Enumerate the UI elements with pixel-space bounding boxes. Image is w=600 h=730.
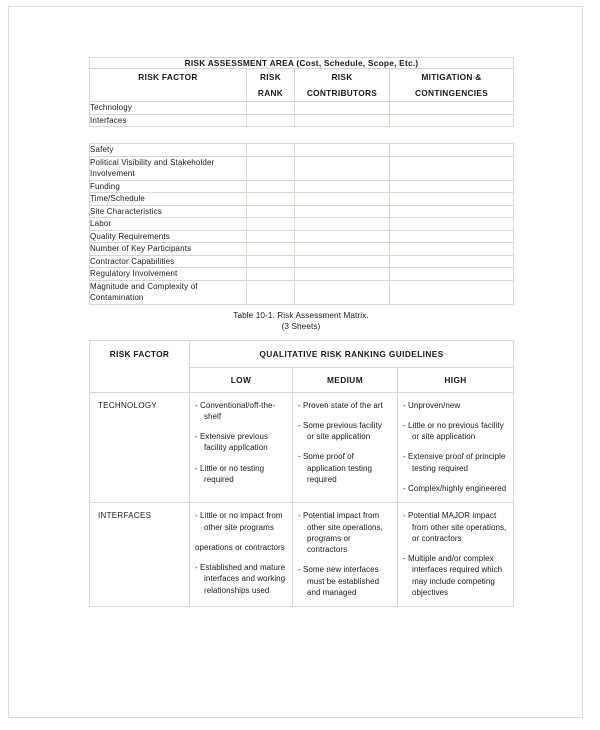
- bullet-item: - Little or no impact from other site programs: [195, 511, 283, 532]
- row-label-site-characteristics: Site Characteristics: [90, 205, 247, 218]
- column-header-line1: MITIGATION &: [421, 72, 482, 82]
- ranking-header-row: [90, 340, 514, 367]
- cell-mitigation[interactable]: [390, 243, 514, 256]
- cell-mitigation[interactable]: [390, 205, 514, 218]
- table-row: [90, 280, 514, 304]
- column-header-risk-contributors: [295, 69, 390, 102]
- cell-mitigation[interactable]: [390, 193, 514, 206]
- column-header-mitigation: [390, 69, 514, 102]
- cell-mitigation[interactable]: [390, 268, 514, 281]
- cell-risk-contributors[interactable]: [295, 205, 390, 218]
- cell-risk-rank[interactable]: [247, 268, 295, 281]
- bullet-item: - Potential MAJOR impact from other site operations, or contractors: [403, 511, 507, 543]
- risk-assessment-table-group1: [89, 57, 514, 127]
- table-caption: [89, 305, 513, 340]
- bullet-item: - Little or no testing required: [195, 463, 265, 484]
- column-header-line1: RISK: [331, 72, 353, 82]
- row-label-political-visibility: Political Visibility and Stakeholder Involvement: [90, 156, 247, 180]
- cell-risk-rank[interactable]: [247, 144, 295, 157]
- risk-assessment-table-group2: [89, 143, 514, 305]
- level-header-low: LOW: [190, 367, 293, 392]
- bullet-item: - Extensive proof of principle testing required: [403, 452, 506, 473]
- header-qualitative-guidelines: QUALITATIVE RISK RANKING GUIDELINES: [190, 340, 514, 367]
- cell-interfaces-medium: [293, 503, 398, 607]
- cell-risk-contributors[interactable]: [295, 230, 390, 243]
- cell-risk-contributors[interactable]: [295, 255, 390, 268]
- caption-line-1: Table 10-1. Risk Assessment Matrix.: [233, 310, 369, 320]
- cell-technology-low: [190, 392, 293, 503]
- cell-mitigation[interactable]: [390, 114, 514, 127]
- cell-risk-contributors[interactable]: [295, 114, 390, 127]
- cell-interfaces-low: [190, 503, 293, 607]
- column-header-risk-rank: [247, 69, 295, 102]
- table-row: [90, 156, 514, 180]
- table-row: [90, 102, 514, 115]
- table-banner-row: [90, 58, 514, 69]
- cell-interfaces-high: [398, 503, 514, 607]
- bullet-item: - Potential impact from other site operations, programs or contractors: [298, 511, 383, 555]
- row-label-funding: Funding: [90, 180, 247, 193]
- level-header-medium: MEDIUM: [293, 367, 398, 392]
- row-label-labor: Labor: [90, 218, 247, 231]
- header-risk-factor: RISK FACTOR: [90, 340, 190, 392]
- bullet-item: - Little or no previous facility or site application: [403, 420, 504, 442]
- cell-risk-rank[interactable]: [247, 280, 295, 304]
- cell-mitigation[interactable]: [390, 180, 514, 193]
- table-row: [90, 180, 514, 193]
- table-row: [90, 205, 514, 218]
- cell-risk-contributors[interactable]: [295, 268, 390, 281]
- caption-line-2: (3 Sheets): [281, 322, 321, 331]
- column-header-line2: CONTRIBUTORS: [306, 88, 378, 98]
- bullet-item: - Extensive previous facility application: [195, 432, 269, 453]
- table-row: [90, 193, 514, 206]
- table-row: [90, 503, 514, 607]
- bullet-item: - Complex/highly engineered: [403, 483, 507, 493]
- document-page: [8, 6, 583, 718]
- row-label-interfaces: Interfaces: [90, 114, 247, 127]
- cell-risk-contributors[interactable]: [295, 280, 390, 304]
- cell-risk-rank[interactable]: [247, 156, 295, 180]
- cell-risk-rank[interactable]: [247, 243, 295, 256]
- cell-risk-contributors[interactable]: [295, 156, 390, 180]
- level-header-high: HIGH: [398, 367, 514, 392]
- cell-risk-rank[interactable]: [247, 114, 295, 127]
- cell-risk-contributors[interactable]: [295, 193, 390, 206]
- cell-risk-rank[interactable]: [247, 218, 295, 231]
- column-header-line2: RANK: [257, 88, 284, 98]
- cell-risk-rank[interactable]: [247, 102, 295, 115]
- cell-risk-contributors[interactable]: [295, 102, 390, 115]
- cell-risk-contributors[interactable]: [295, 180, 390, 193]
- cell-risk-contributors[interactable]: [295, 218, 390, 231]
- column-header-line1: RISK FACTOR: [138, 72, 198, 82]
- table-gap-spacer: [89, 127, 513, 143]
- cell-risk-rank[interactable]: [247, 255, 295, 268]
- bullet-item: - Proven state of the art: [298, 400, 383, 410]
- row-label-technology: Technology: [90, 102, 247, 115]
- qualitative-ranking-table: [89, 340, 514, 608]
- cell-mitigation[interactable]: [390, 102, 514, 115]
- bullet-item-continuation: operations or contractors: [195, 542, 285, 552]
- table-row: [90, 392, 514, 503]
- cell-mitigation[interactable]: [390, 230, 514, 243]
- table-row: [90, 114, 514, 127]
- table-row: [90, 243, 514, 256]
- row-label-safety: Safety: [90, 144, 247, 157]
- cell-technology-medium: [293, 392, 398, 503]
- cell-mitigation[interactable]: [390, 218, 514, 231]
- cell-risk-contributors[interactable]: [295, 144, 390, 157]
- row-factor-interfaces: INTERFACES: [90, 503, 190, 607]
- row-label-contractor-capabilities: Contractor Capabilities: [90, 255, 247, 268]
- cell-risk-rank[interactable]: [247, 230, 295, 243]
- row-label-magnitude-complexity-contamination: Magnitude and Complexity of Contamination: [90, 280, 247, 304]
- row-label-number-of-key-participants: Number of Key Participants: [90, 243, 247, 256]
- table-row: [90, 255, 514, 268]
- risk-assessment-banner: RISK ASSESSMENT AREA (Cost, Schedule, Scope, Etc.): [90, 58, 514, 69]
- bullet-item: - Some previous facility or site application: [298, 420, 382, 442]
- row-label-regulatory-involvement: Regulatory Involvement: [90, 268, 247, 281]
- sheet-content: [89, 57, 513, 607]
- cell-technology-high: [398, 392, 514, 503]
- table-row: [90, 268, 514, 281]
- cell-mitigation[interactable]: [390, 255, 514, 268]
- bullet-item: - Multiple and/or complex interfaces required which may include competing objectives: [403, 554, 503, 598]
- table-row: [90, 218, 514, 231]
- cell-risk-rank[interactable]: [247, 193, 295, 206]
- column-header-risk-factor: [90, 69, 247, 102]
- row-factor-technology: TECHNOLOGY: [90, 392, 190, 503]
- bullet-item: - Some proof of application testing required: [298, 452, 372, 484]
- bullet-item: - Conventional/off-the-shelf: [195, 400, 276, 421]
- row-label-quality-requirements: Quality Requirements: [90, 230, 247, 243]
- bullet-item: - Some new interfaces must be established and managed: [298, 565, 380, 598]
- table-header-row: [90, 69, 514, 102]
- cell-mitigation[interactable]: [390, 156, 514, 180]
- bullet-item: - Established and mature interfaces and working relationships used: [195, 563, 286, 595]
- cell-risk-rank[interactable]: [247, 205, 295, 218]
- cell-mitigation[interactable]: [390, 280, 514, 304]
- cell-risk-contributors[interactable]: [295, 243, 390, 256]
- table-row: [90, 144, 514, 157]
- column-header-line1: RISK: [259, 72, 282, 82]
- cell-mitigation[interactable]: [390, 144, 514, 157]
- bullet-item: - Unproven/new: [403, 400, 461, 410]
- row-label-time-schedule: Time/Schedule: [90, 193, 247, 206]
- column-header-line2: CONTINGENCIES: [415, 88, 489, 98]
- table-row: [90, 230, 514, 243]
- cell-risk-rank[interactable]: [247, 180, 295, 193]
